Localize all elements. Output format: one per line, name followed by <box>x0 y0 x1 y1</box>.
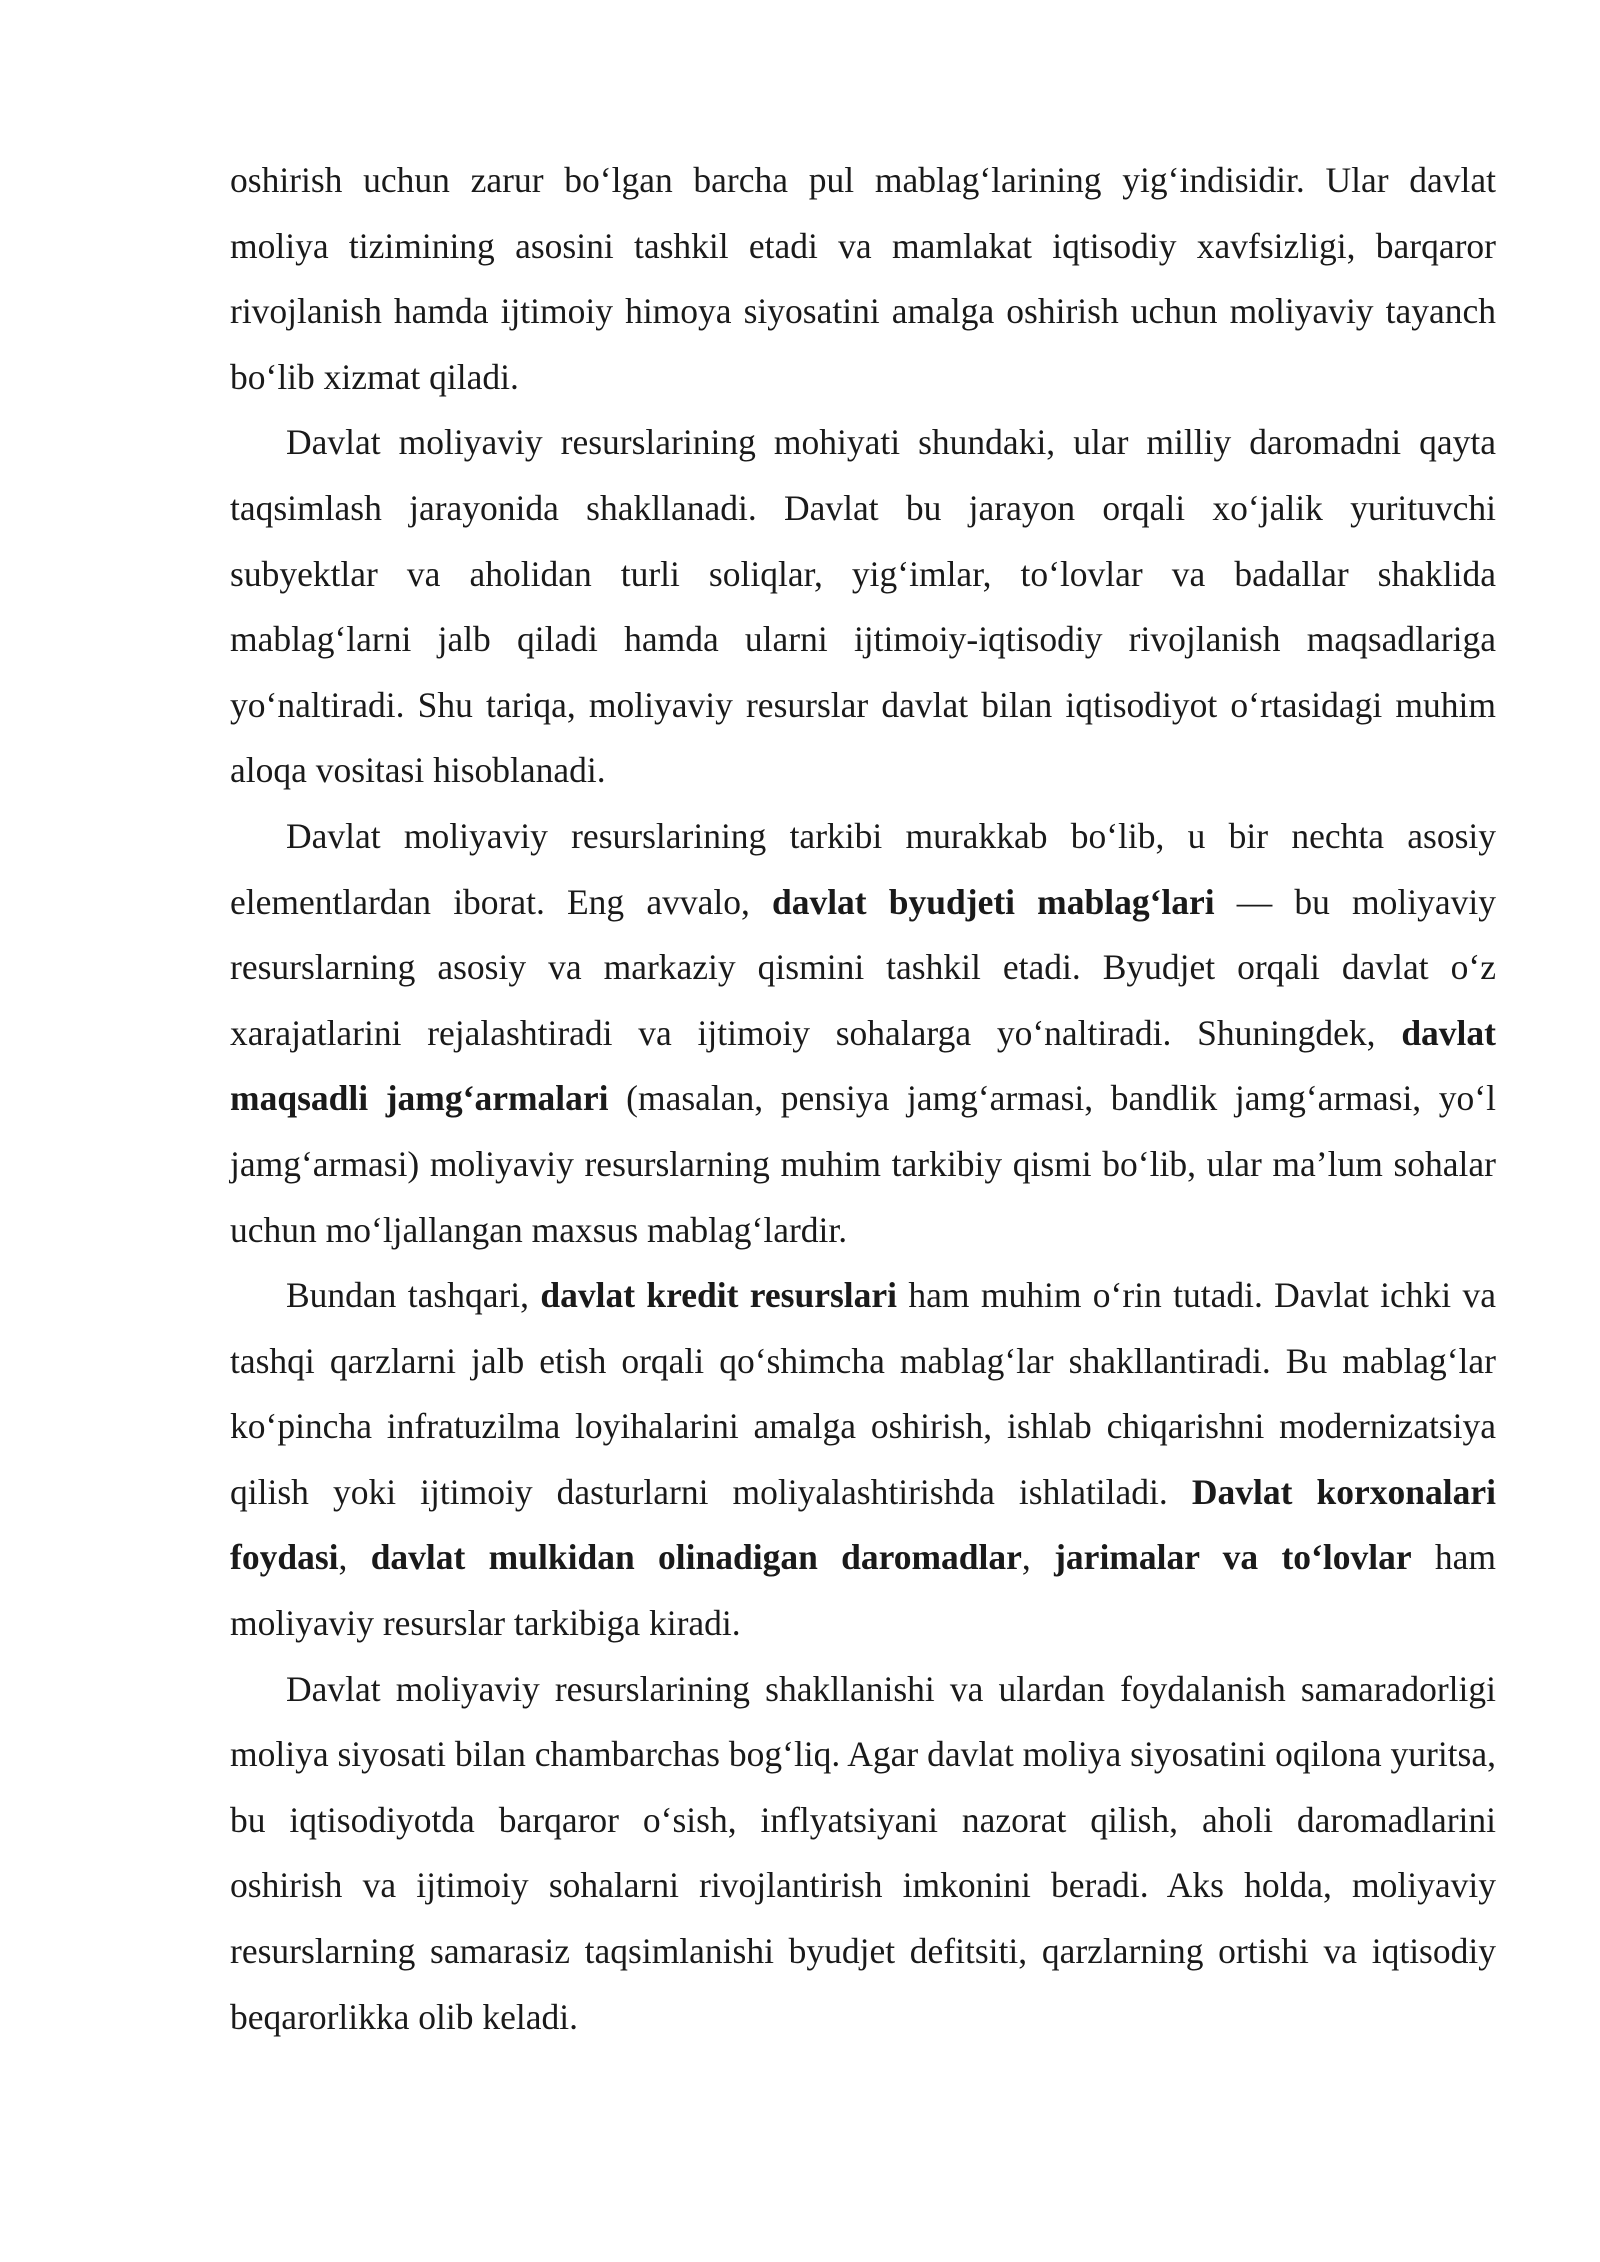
paragraph-credit-resources <box>230 1263 1496 1657</box>
paragraph-continuation <box>230 148 1496 410</box>
text-run: Bundan tashqari, <box>286 1275 541 1316</box>
bold-term: davlat mulkidan olinadigan daromadlar <box>370 1537 1022 1578</box>
text-run: ham muhim o‘rin tutadi. Davlat ichki va tashqi qarzlarni jalb etish orqali qo‘shimcha mablag‘lar shakllantiradi. Bu mablag‘lar ko‘pincha infratuzilma loyihalarini amalga oshirish, ishlab chiqarishni modernizatsiya qilish yoki ijtimoiy dasturlarni moliyalashtirishda ishlatiladi. <box>230 1275 1496 1512</box>
text-run: , <box>338 1537 371 1578</box>
text-run: oshirish uchun zarur bo‘lgan barcha pul mablag‘larining yig‘indisidir. Ular davlat moliya tizimining asosini tashkil etadi va mamlakat iqtisodiy xavfsizligi, barqaror rivojlanish hamda ijtimoiy himoya siyosatini amalga oshirish uchun moliyaviy tayanch bo‘lib xizmat qiladi. <box>230 160 1496 397</box>
paragraph-essence <box>230 410 1496 804</box>
bold-term: davlat kredit resurslari <box>540 1275 898 1316</box>
bold-term: jarimalar va to‘lovlar <box>1054 1537 1412 1578</box>
text-run: Davlat moliyaviy resurslarining mohiyati shundaki, ular milliy daromadni qayta taqsimlash jarayonida shakllanadi. Davlat bu jarayon orqali xo‘jalik yurituvchi subyektlar va aholidan turli soliqlar, yig‘imlar, to‘lovlar va badallar shaklida mablag‘larni jalb qiladi hamda ularni ijtimoiy-iqtisodiy rivojlanish maqsadlariga yo‘naltiradi. Shu tariqa, moliyaviy resurslar davlat bilan iqtisodiyot o‘rtasidagi muhim aloqa vositasi hisoblanadi. <box>230 422 1496 791</box>
text-run: Davlat moliyaviy resurslarining shakllanishi va ulardan foydalanish samaradorligi moliya siyosati bilan chambarchas bog‘liq. Agar davlat moliya siyosatini oqilona yuritsa, bu iqtisodiyotda barqaror o‘sish, inflyatsiyani nazorat qilish, aholi daromadlarini oshirish va ijtimoiy sohalarni rivojlantirish imkonini beradi. Aks holda, moliyaviy resurslarning samarasiz taqsimlanishi byudjet defitsiti, qarzlarning ortishi va iqtisodiy beqarorlikka olib keladi. <box>230 1668 1496 2037</box>
text-run: , <box>1021 1537 1055 1578</box>
text-run: (masalan, pensiya jamg‘armasi, bandlik jamg‘armasi, yo‘l jamg‘armasi) moliyaviy resurslarning muhim tarkibiy qismi bo‘lib, ular ma’lum sohalar uchun mo‘ljallangan maxsus mablag‘lardir. <box>230 1078 1496 1250</box>
text-run: ham moliyaviy resurslar tarkibiga kiradi. <box>230 1537 1497 1644</box>
bold-term: davlat byudjeti mablag‘lari <box>771 881 1215 922</box>
bold-term: Davlat korxonalari foydasi <box>230 1471 1496 1578</box>
text-run: — bu moliyaviy resurslarning asosiy va markaziy qismini tashkil etadi. Byudjet orqali davlat o‘z xarajatlarini rejalashtiradi va ijtimoiy sohalarga yo‘naltiradi. Shuningdek, <box>230 881 1496 1053</box>
paragraph-structure <box>230 804 1496 1263</box>
bold-term: davlat maqsadli jamg‘armalari <box>230 1012 1496 1119</box>
document-page <box>230 148 1496 2050</box>
text-run: Davlat moliyaviy resurslarining tarkibi murakkab bo‘lib, u bir nechta asosiy elementlardan iborat. Eng avvalo, <box>230 815 1496 922</box>
paragraph-policy <box>230 1657 1496 2051</box>
